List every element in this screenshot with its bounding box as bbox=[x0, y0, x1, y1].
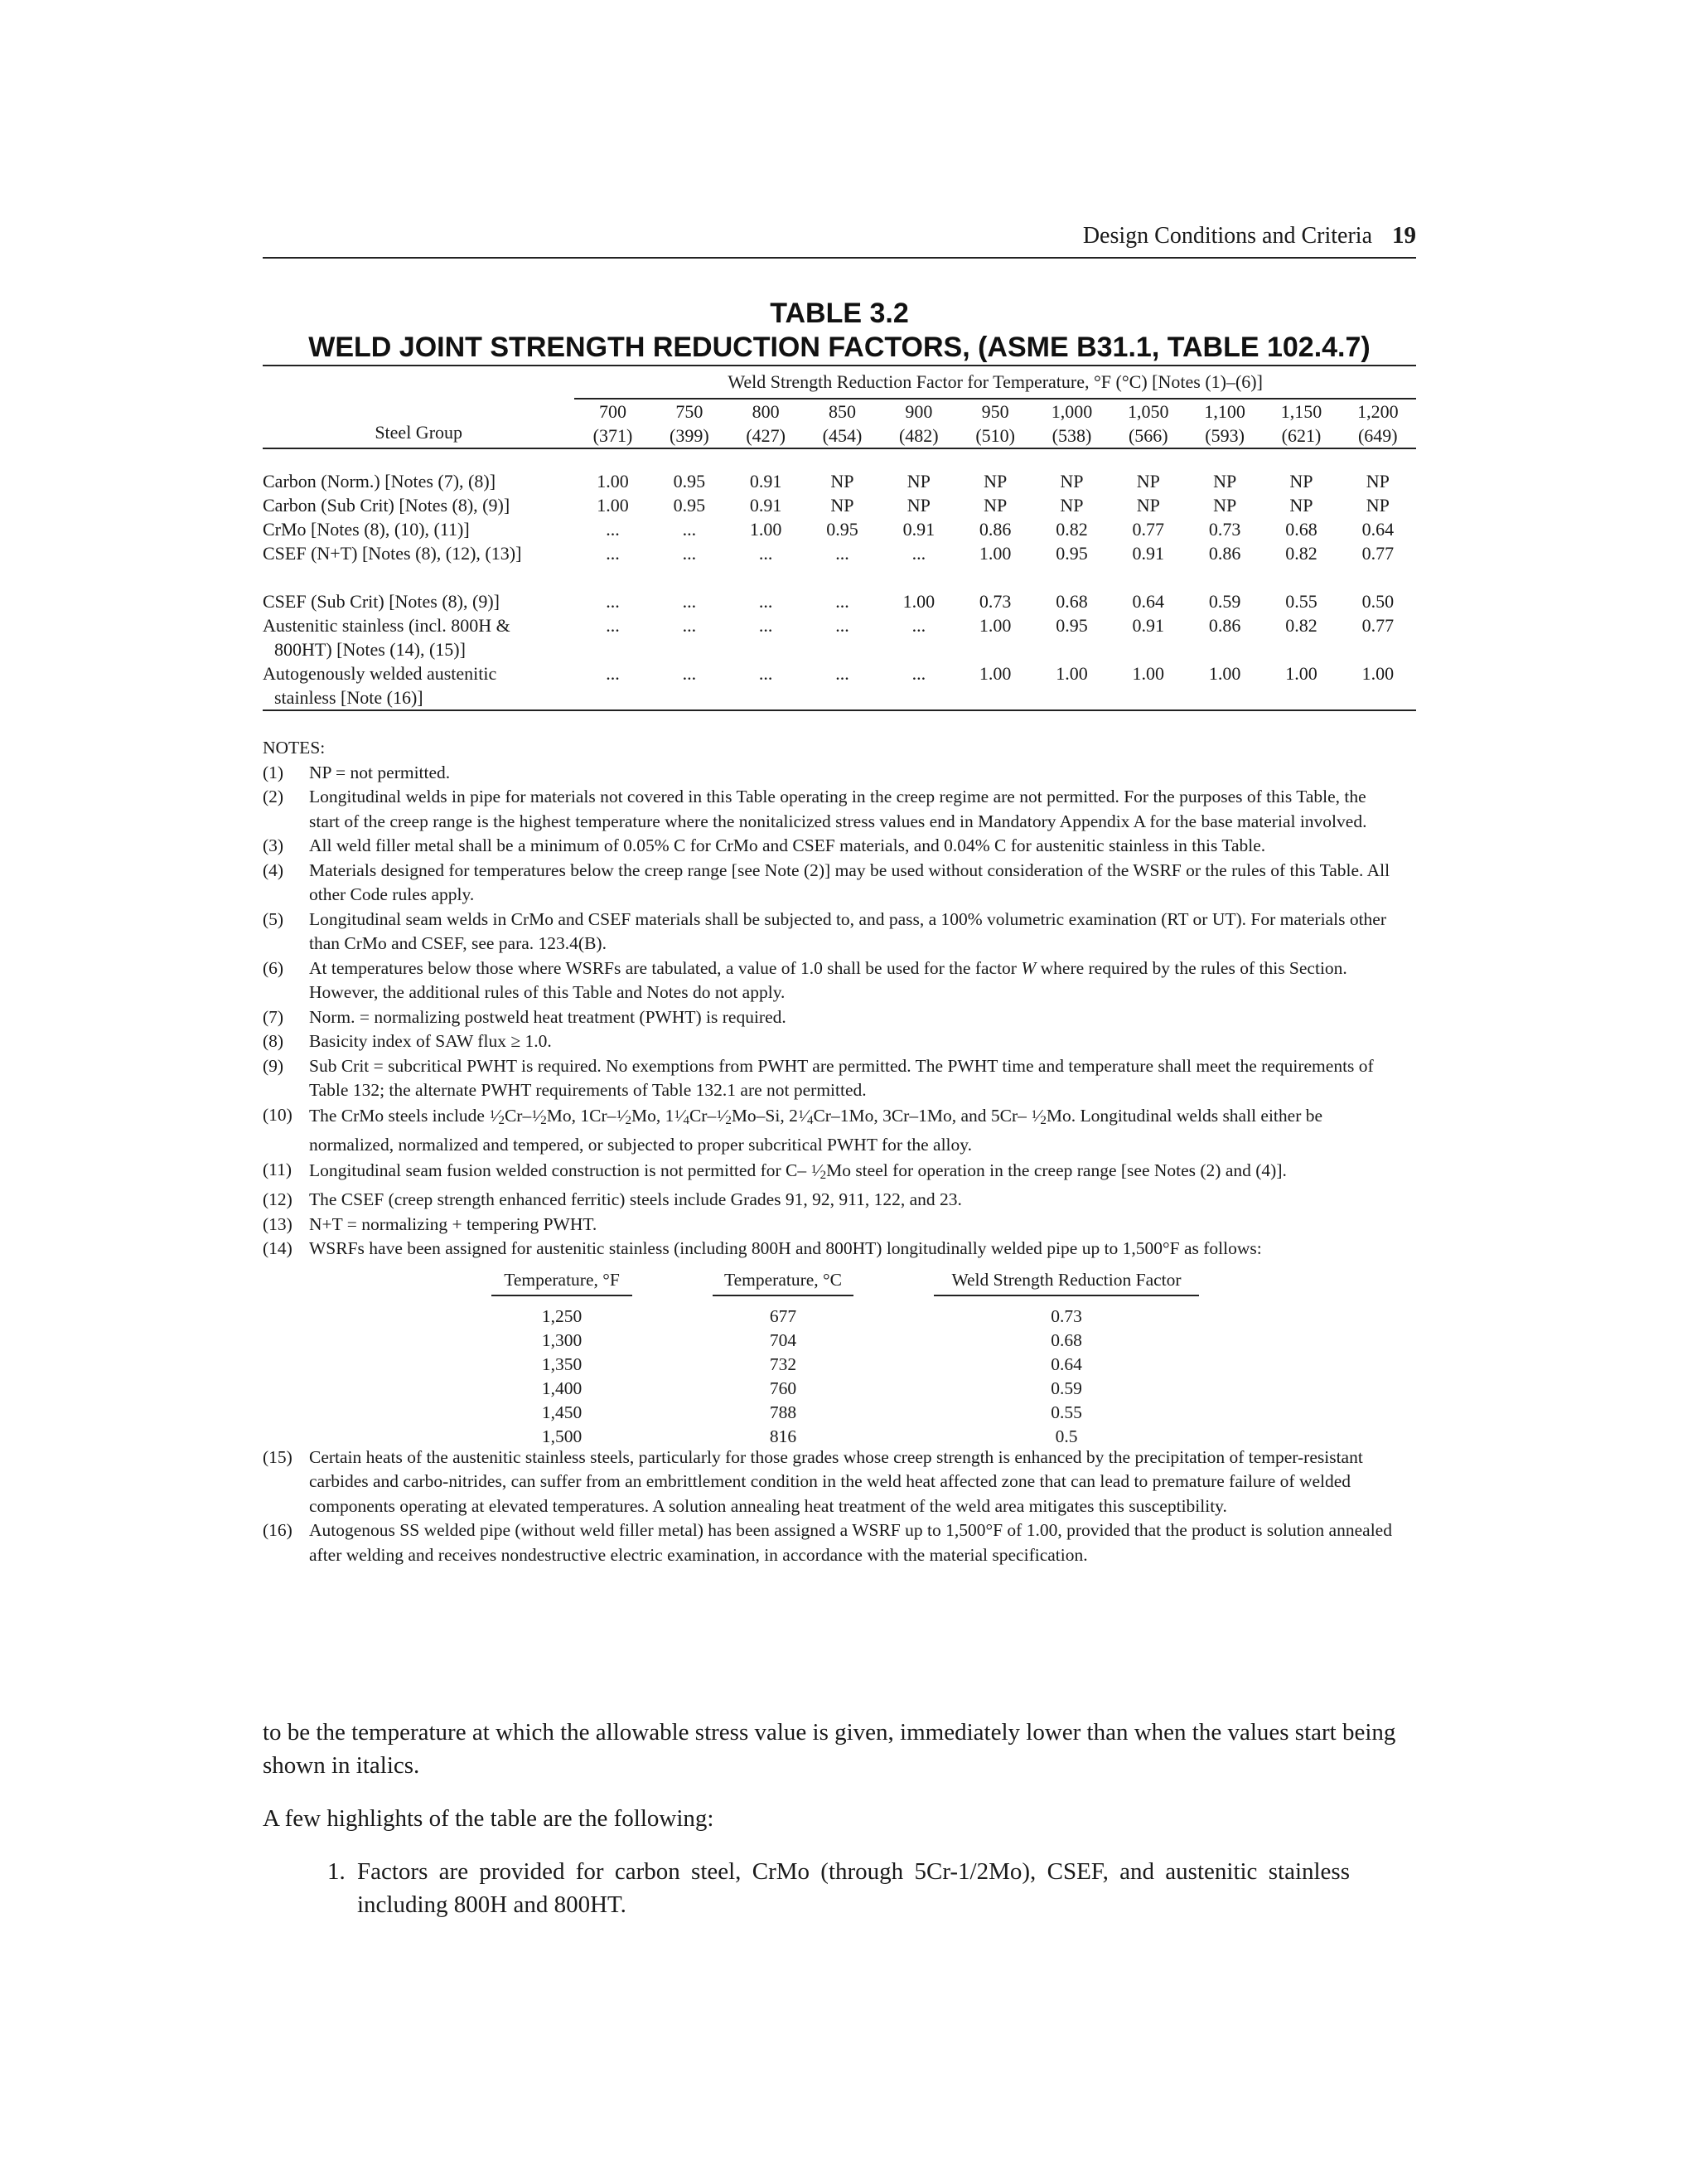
value-cell: 0.64 bbox=[1132, 591, 1165, 612]
value-cell: 0.86 bbox=[1208, 615, 1241, 636]
note-7 bbox=[263, 1005, 1416, 1030]
list-text: Factors are provided for carbon steel, CrMo (through 5Cr-1/2Mo), CSEF, and austenitic stainless including 800H and 800HT. bbox=[357, 1858, 1350, 1918]
running-header bbox=[263, 222, 1416, 259]
note-label: (10) bbox=[263, 1104, 293, 1125]
temp-c-header: (510) bbox=[957, 424, 1033, 448]
temp-f-header: 1,100 bbox=[1204, 401, 1245, 422]
note-text: At temperatures below those where WSRFs are tabulated, a value of 1.0 shall be used for the factor W where required by the rules of this Section. However, the additional rules of this Table and Notes do not apply. bbox=[309, 957, 1347, 1002]
note-text: Longitudinal seam fusion welded construction is not permitted for C– 1⁄2Mo steel for operation in the creep range [see Notes (2) and (4)]. bbox=[309, 1160, 1287, 1182]
list-item bbox=[263, 1855, 1416, 1921]
temp-c-header: Temperature, °C bbox=[713, 1268, 853, 1297]
value-cell: ... bbox=[835, 591, 849, 612]
value-cell: 0.68 bbox=[1056, 591, 1088, 612]
temp-f-header: 900 bbox=[905, 401, 933, 422]
subtable-value: 788 bbox=[769, 1402, 797, 1422]
note-label: (9) bbox=[263, 1055, 284, 1076]
steel-group-cell: CSEF (N+T) [Notes (8), (12), (13)] bbox=[263, 543, 522, 564]
note-text: The CSEF (creep strength enhanced ferritic) steels include Grades 91, 92, 911, 122, and 23. bbox=[309, 1189, 962, 1209]
subtable-value: 0.73 bbox=[1051, 1306, 1082, 1326]
section-title: Design Conditions and Criteria bbox=[1082, 223, 1372, 249]
temp-f-header: 800 bbox=[752, 401, 780, 422]
subtable-value: 1,250 bbox=[541, 1306, 583, 1326]
value-cell: 0.50 bbox=[1361, 591, 1395, 612]
value-cell: NP bbox=[1289, 495, 1313, 516]
value-cell: 1.00 bbox=[597, 495, 629, 516]
value-cell: 0.95 bbox=[1056, 543, 1088, 564]
value-cell: 0.91 bbox=[749, 471, 782, 492]
note-16 bbox=[263, 1518, 1416, 1567]
value-cell: 0.59 bbox=[1208, 591, 1241, 612]
value-cell: 0.64 bbox=[1361, 519, 1395, 540]
steel-group-cell: CrMo [Notes (8), (10), (11)] bbox=[263, 519, 470, 540]
subtable-value: 816 bbox=[769, 1426, 797, 1446]
value-cell: 0.95 bbox=[1056, 615, 1088, 636]
value-cell: NP bbox=[907, 495, 931, 516]
steel-group-cell: Carbon (Norm.) [Notes (7), (8)] bbox=[263, 471, 496, 492]
note-5 bbox=[263, 908, 1416, 956]
temp-f-header: 1,150 bbox=[1280, 401, 1322, 422]
subtable-value: 760 bbox=[769, 1378, 797, 1398]
note-label: (12) bbox=[263, 1189, 293, 1209]
value-cell: ... bbox=[606, 615, 620, 636]
value-cell: ... bbox=[758, 543, 773, 564]
value-cell: NP bbox=[1060, 471, 1084, 492]
subtable-value: 0.5 bbox=[1055, 1426, 1078, 1446]
temperature-span-header: Weld Strength Reduction Factor for Temperature, °F (°C) [Notes (1)–(6)] bbox=[574, 366, 1416, 399]
note-text: WSRFs have been assigned for austenitic stainless (including 800H and 800HT) longitudinally welded pipe up to 1,500°F as follows: bbox=[309, 1238, 1262, 1258]
note-label: (2) bbox=[263, 787, 284, 806]
note-text: NP = not permitted. bbox=[309, 762, 451, 782]
temp-c-header: (371) bbox=[574, 424, 650, 448]
temp-f-header: 850 bbox=[828, 401, 856, 422]
note-label: (11) bbox=[263, 1159, 293, 1179]
note-text: Sub Crit = subcritical PWHT is required. No exemptions from PWHT are permitted. The PWHT time and temperature shall meet the requirements of Table 132; the alternate PWHT requirements of Table 132.1 are not permitted. bbox=[309, 1055, 1374, 1100]
value-cell: 1.00 bbox=[979, 543, 1012, 564]
value-cell: 0.77 bbox=[1361, 543, 1395, 564]
body-text bbox=[263, 1716, 1416, 1921]
note-label: (6) bbox=[263, 957, 284, 978]
value-cell: 1.00 bbox=[1033, 661, 1110, 710]
list-number: 1. bbox=[327, 1858, 346, 1885]
note-text: Longitudinal seam welds in CrMo and CSEF materials shall be subjected to, and pass, a 100% volumetric examination (RT or UT). For materials other than CrMo and CSEF, see para. 123.4(B). bbox=[309, 908, 1386, 953]
notes-heading: NOTES: bbox=[263, 738, 326, 758]
body-paragraph: A few highlights of the table are the following: bbox=[263, 1805, 714, 1832]
wsrf-header: Weld Strength Reduction Factor bbox=[934, 1268, 1199, 1297]
value-cell: 0.95 bbox=[826, 519, 858, 540]
value-cell: 0.73 bbox=[1208, 519, 1241, 540]
note-10 bbox=[263, 1103, 1416, 1158]
note-9 bbox=[263, 1054, 1416, 1103]
note-text: Norm. = normalizing postweld heat treatment (PWHT) is required. bbox=[309, 1006, 786, 1027]
value-cell: ... bbox=[911, 543, 926, 564]
value-cell: NP bbox=[1136, 495, 1160, 516]
subtable-value: 704 bbox=[769, 1330, 797, 1350]
temp-c-header: (538) bbox=[1033, 424, 1110, 448]
steel-group-cell: CSEF (Sub Crit) [Notes (8), (9)] bbox=[263, 591, 500, 612]
subtable-value: 677 bbox=[769, 1306, 797, 1326]
value-cell: 0.77 bbox=[1132, 519, 1165, 540]
temp-c-header: (593) bbox=[1187, 424, 1263, 448]
temp-f-header: 1,200 bbox=[1357, 401, 1399, 422]
table-number: TABLE 3.2 bbox=[770, 298, 909, 329]
subtable-value: 1,300 bbox=[541, 1330, 583, 1350]
table-row bbox=[263, 517, 1416, 541]
subtable-value: 0.68 bbox=[1051, 1330, 1082, 1350]
note-text: Certain heats of the austenitic stainless steels, particularly for those grades whose creep strength is enhanced by the precipitation of temper-resistant carbides and carbo-nitrides, can suffer from an embrittlement condition in the weld heat affected zone that can lead to premature failure of welded components operating at elevated temperatures. A solution annealing heat treatment of the weld area mitigates this susceptibility. bbox=[309, 1446, 1363, 1516]
subtable-value: 1,350 bbox=[541, 1354, 583, 1374]
subtable-value: 1,400 bbox=[541, 1378, 583, 1398]
note-1 bbox=[263, 761, 1416, 786]
note-2 bbox=[263, 785, 1416, 834]
steel-group-header: Steel Group bbox=[263, 399, 574, 448]
table-caption: WELD JOINT STRENGTH REDUCTION FACTORS, (ASME B31.1, TABLE 102.4.7) bbox=[308, 332, 1371, 363]
value-cell: ... bbox=[758, 615, 773, 636]
value-cell: ... bbox=[682, 519, 697, 540]
value-cell: 0.55 bbox=[1285, 591, 1317, 612]
temp-f-header: 950 bbox=[981, 401, 1009, 422]
note-label: (5) bbox=[263, 908, 284, 929]
subtable-value: 1,450 bbox=[541, 1402, 583, 1422]
value-cell: NP bbox=[1289, 471, 1313, 492]
value-cell: ... bbox=[682, 591, 697, 612]
table-row bbox=[263, 661, 1416, 710]
temp-f-header: 700 bbox=[599, 401, 626, 422]
note-15 bbox=[263, 1446, 1416, 1519]
note-14 bbox=[263, 1237, 1416, 1261]
wsrf-table bbox=[263, 365, 1416, 711]
value-cell: ... bbox=[574, 661, 650, 710]
value-cell: ... bbox=[881, 661, 957, 710]
value-cell: 0.86 bbox=[979, 519, 1012, 540]
table-row bbox=[263, 589, 1416, 613]
value-cell: 0.77 bbox=[1361, 615, 1395, 636]
value-cell: NP bbox=[1213, 495, 1237, 516]
temp-f-header: 750 bbox=[675, 401, 703, 422]
value-cell: 1.00 bbox=[749, 519, 782, 540]
value-cell: NP bbox=[907, 471, 931, 492]
subtable-value: 0.55 bbox=[1051, 1402, 1082, 1422]
temp-f-header: 1,000 bbox=[1051, 401, 1093, 422]
value-cell: ... bbox=[835, 543, 849, 564]
subtable-value: 0.64 bbox=[1051, 1354, 1082, 1374]
value-cell: NP bbox=[984, 495, 1008, 516]
value-cell: NP bbox=[830, 471, 854, 492]
table-row bbox=[263, 541, 1416, 565]
note-label: (16) bbox=[263, 1520, 293, 1540]
subtable-value: 1,500 bbox=[541, 1426, 583, 1446]
subtable-value: 0.59 bbox=[1051, 1378, 1082, 1398]
value-cell: NP bbox=[1136, 471, 1160, 492]
body-paragraph: to be the temperature at which the allowable stress value is given, immediately lower than when the values start being shown in italics. bbox=[263, 1719, 1396, 1779]
note-text: N+T = normalizing + tempering PWHT. bbox=[309, 1213, 597, 1234]
value-cell: ... bbox=[682, 615, 697, 636]
temp-c-header: (454) bbox=[804, 424, 880, 448]
steel-group-cell: Austenitic stainless (incl. 800H & 800HT) [Notes (14), (15)] bbox=[263, 615, 510, 660]
value-cell: ... bbox=[835, 615, 849, 636]
note-text: Materials designed for temperatures below the creep range [see Note (2)] may be used without consideration of the WSRF or the rules of this Table. All other Code rules apply. bbox=[309, 860, 1390, 904]
value-cell: NP bbox=[1213, 471, 1237, 492]
temp-c-header: (427) bbox=[728, 424, 804, 448]
note-label: (14) bbox=[263, 1238, 293, 1258]
temp-c-header: (649) bbox=[1340, 424, 1416, 448]
value-cell: ... bbox=[728, 661, 804, 710]
value-cell: 0.95 bbox=[673, 471, 706, 492]
temp-f-header: 1,050 bbox=[1128, 401, 1169, 422]
value-cell: NP bbox=[830, 495, 854, 516]
value-cell: 0.82 bbox=[1285, 615, 1317, 636]
note-label: (7) bbox=[263, 1006, 284, 1027]
value-cell: ... bbox=[606, 591, 620, 612]
temp-f-column bbox=[491, 1268, 632, 1450]
note-label: (4) bbox=[263, 860, 284, 880]
value-cell: 0.91 bbox=[1132, 543, 1165, 564]
value-cell: 1.00 bbox=[957, 661, 1033, 710]
note-6 bbox=[263, 956, 1416, 1005]
temp-c-header: (566) bbox=[1110, 424, 1187, 448]
note-text: Basicity index of SAW flux ≥ 1.0. bbox=[309, 1031, 552, 1051]
value-cell: 0.82 bbox=[1056, 519, 1088, 540]
note-label: (8) bbox=[263, 1031, 284, 1051]
value-cell: 1.00 bbox=[1340, 661, 1416, 710]
note-label: (13) bbox=[263, 1213, 293, 1234]
value-cell: 0.91 bbox=[902, 519, 936, 540]
value-cell: 0.82 bbox=[1285, 543, 1317, 564]
value-cell: 0.95 bbox=[673, 495, 706, 516]
note-3 bbox=[263, 834, 1416, 859]
temp-c-header: (399) bbox=[651, 424, 728, 448]
note-text: All weld filler metal shall be a minimum of 0.05% C for CrMo and CSEF materials, and 0.04% C for austenitic stainless in this Table. bbox=[309, 835, 1266, 855]
value-cell: 1.00 bbox=[1187, 661, 1263, 710]
temp-c-column bbox=[713, 1268, 853, 1450]
temp-c-header: (621) bbox=[1263, 424, 1339, 448]
value-cell: 0.86 bbox=[1208, 543, 1241, 564]
value-cell: 0.68 bbox=[1285, 519, 1317, 540]
note-text: Autogenous SS welded pipe (without weld filler metal) has been assigned a WSRF up to 1,500°F of 1.00, provided that the product is solution annealed after welding and receives nondestructive electric examination, in accordance with the material specification. bbox=[309, 1520, 1392, 1565]
value-cell: NP bbox=[984, 471, 1008, 492]
value-cell: 1.00 bbox=[597, 471, 629, 492]
value-cell: 0.91 bbox=[1132, 615, 1165, 636]
value-cell: ... bbox=[651, 661, 728, 710]
value-cell: NP bbox=[1060, 495, 1084, 516]
temp-f-header: Temperature, °F bbox=[491, 1268, 632, 1297]
value-cell: ... bbox=[804, 661, 880, 710]
value-cell: ... bbox=[911, 615, 926, 636]
wsrf-column bbox=[934, 1268, 1199, 1450]
value-cell: 0.91 bbox=[749, 495, 782, 516]
table-row bbox=[263, 613, 1416, 661]
note-label: (3) bbox=[263, 835, 284, 855]
steel-group-cell: Carbon (Sub Crit) [Notes (8), (9)] bbox=[263, 495, 510, 516]
value-cell: 1.00 bbox=[1110, 661, 1187, 710]
value-cell: 1.00 bbox=[979, 615, 1012, 636]
notes bbox=[263, 736, 1416, 1567]
note-12 bbox=[263, 1188, 1416, 1213]
temp-c-header: (482) bbox=[881, 424, 957, 448]
table-title bbox=[263, 297, 1416, 365]
value-cell: ... bbox=[606, 543, 620, 564]
page-number: 19 bbox=[1392, 222, 1416, 249]
value-cell: 0.73 bbox=[979, 591, 1012, 612]
note-11 bbox=[263, 1158, 1416, 1189]
value-cell: NP bbox=[1366, 471, 1390, 492]
table-corner bbox=[263, 366, 574, 399]
steel-group-cell: Autogenously welded austenitic stainless [Note (16)] bbox=[263, 661, 574, 710]
value-cell: 1.00 bbox=[1263, 661, 1339, 710]
temp-f-row bbox=[263, 399, 1416, 424]
note-13 bbox=[263, 1213, 1416, 1237]
table-row bbox=[263, 493, 1416, 517]
note-label: (1) bbox=[263, 762, 284, 782]
note-8 bbox=[263, 1029, 1416, 1054]
value-cell: ... bbox=[606, 519, 620, 540]
value-cell: ... bbox=[682, 543, 697, 564]
note-text: Longitudinal welds in pipe for materials not covered in this Table operating in the creep regime are not permitted. For the purposes of this Table, the start of the creep range is the highest temperature where the nonitalicized stress values end in Mandatory Appendix A for the base material involved. bbox=[309, 787, 1367, 831]
value-cell: 1.00 bbox=[902, 591, 936, 612]
subtable-value: 732 bbox=[769, 1354, 797, 1374]
note-label: (15) bbox=[263, 1446, 293, 1467]
note-14-table bbox=[263, 1268, 1416, 1446]
value-cell: ... bbox=[758, 591, 773, 612]
table-row bbox=[263, 469, 1416, 493]
note-4 bbox=[263, 859, 1416, 908]
note-text: The CrMo steels include 1⁄2Cr–1⁄2Mo, 1Cr–1⁄2Mo, 11⁄4Cr–1⁄2Mo–Si, 21⁄4Cr–1Mo, 3Cr–1Mo, and 5Cr– 1⁄2Mo. Longitudinal welds shall either be normalized, normalized and tempered, or subjected to proper subcritical PWHT for the alloy. bbox=[309, 1105, 1323, 1155]
value-cell: NP bbox=[1366, 495, 1390, 516]
